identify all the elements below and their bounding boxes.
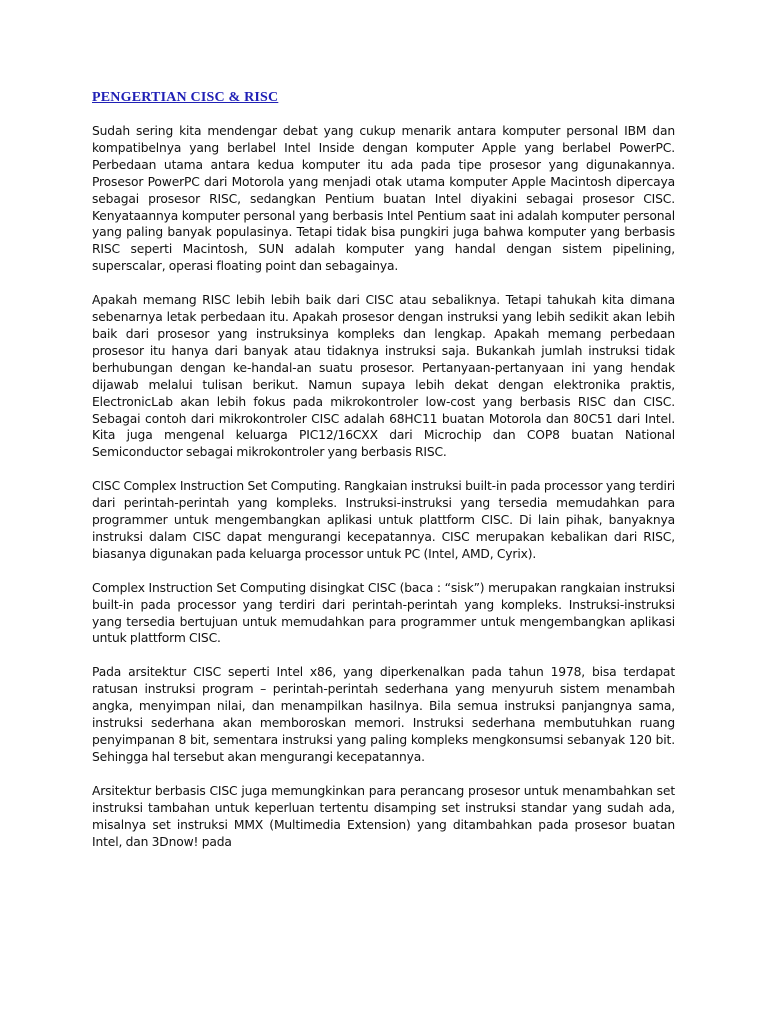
paragraph-intro: Sudah sering kita mendengar debat yang cukup menarik antara komputer personal IBM dan kompatibelnya yang berlabel Intel Inside dengan komputer Apple yang berlabel PowerPC. Perbedaan utama antara kedua komputer itu ada pada tipe prosesor yang digunakannya. Prosesor PowerPC dari Motorola yang menjadi otak utama komputer Apple Macintosh dipercaya sebagai prosesor RISC, sedangkan Pentium buatan Intel diyakini sebagai prosesor CISC. Kenyataannya komputer personal yang berbasis Intel Pentium saat ini adalah komputer personal yang paling banyak populasinya. Tetapi tidak bisa pungkiri juga bahwa komputer yang berbasis RISC seperti Macintosh, SUN adalah komputer yang handal dengan sistem pipelining, superscalar, operasi floating point dan sebagainya. — [92, 124, 675, 274]
paragraph-risc-vs-cisc: Apakah memang RISC lebih lebih baik dari CISC atau sebaliknya. Tetapi tahukah kita dimana sebenarnya letak perbedaan itu. Apakah prosesor dengan instruksi yang lebih sedikit akan lebih baik dari prosesor yang instruksinya kompleks dan lengkap. Apakah memang perbedaan prosesor itu hanya dari banyak atau tidaknya instruksi saja. Bukankah jumlah instruksi tidak berhubungan dengan ke-handal-an suatu prosesor. Pertanyaan-pertanyaan ini yang hendak dijawab melalui tulisan berikut. Namun supaya lebih dekat dengan elektronika praktis, ElectronicLab akan lebih fokus pada mikrokontroler low-cost yang berbasis RISC dan CISC. Sebagai contoh dari mikrokontroler CISC adalah 68HC11 buatan Motorola dan 80C51 dari Intel. Kita juga mengenal keluarga PIC12/16CXX dari Microchip dan COP8 buatan National Semiconductor sebagai mikrokontroler yang berbasis RISC. — [92, 293, 675, 460]
document-page — [92, 88, 675, 867]
paragraph-x86-architecture: Pada arsitektur CISC seperti Intel x86, yang diperkenalkan pada tahun 1978, bisa terdapat ratusan instruksi program – perintah-perintah sederhana yang menyuruh sistem menambah angka, menyimpan nilai, dan menampilkan hasilnya. Bila semua instruksi panjangnya sama, instruksi sederhana akan memboroskan memori. Instruksi sederhana membutuhkan ruang penyimpanan 8 bit, sementara instruksi yang paling kompleks mengkonsumsi sebanyak 120 bit. Sehingga hal tersebut akan mengurangi kecepatannya. — [92, 665, 675, 764]
paragraph-cisc-extensions: Arsitektur berbasis CISC juga memungkinkan para perancang prosesor untuk menambahkan set instruksi tambahan untuk keperluan tertentu disamping set instruksi standar yang sudah ada, misalnya set instruksi MMX (Multimedia Extension) yang ditambahkan pada prosesor buatan Intel, dan 3Dnow! pada — [92, 783, 675, 849]
document-title: PENGERTIAN CISC & RISC — [92, 90, 279, 105]
paragraph-cisc-definition: CISC Complex Instruction Set Computing. Rangkaian instruksi built-in pada processor yang terdiri dari perintah-perintah yang kompleks. Instruksi-instruksi yang tersedia memudahkan para programmer untuk mengembangkan aplikasi untuk plattform CISC. Di lain pihak, banyaknya instruksi dalam CISC dapat mengurangi kecepatannya. CISC merupakan kebalikan dari RISC, biasanya digunakan pada keluarga processor untuk PC (Intel, AMD, Cyrix). — [92, 479, 675, 561]
paragraph-cisc-abbreviation: Complex Instruction Set Computing disingkat CISC (baca : “sisk”) merupakan rangkaian instruksi built-in pada processor yang terdiri dari perintah-perintah yang kompleks. Instruksi-instruksi yang tersedia bertujuan untuk memudahkan para programmer untuk mengembangkan aplikasi untuk plattform CISC. — [92, 580, 675, 646]
